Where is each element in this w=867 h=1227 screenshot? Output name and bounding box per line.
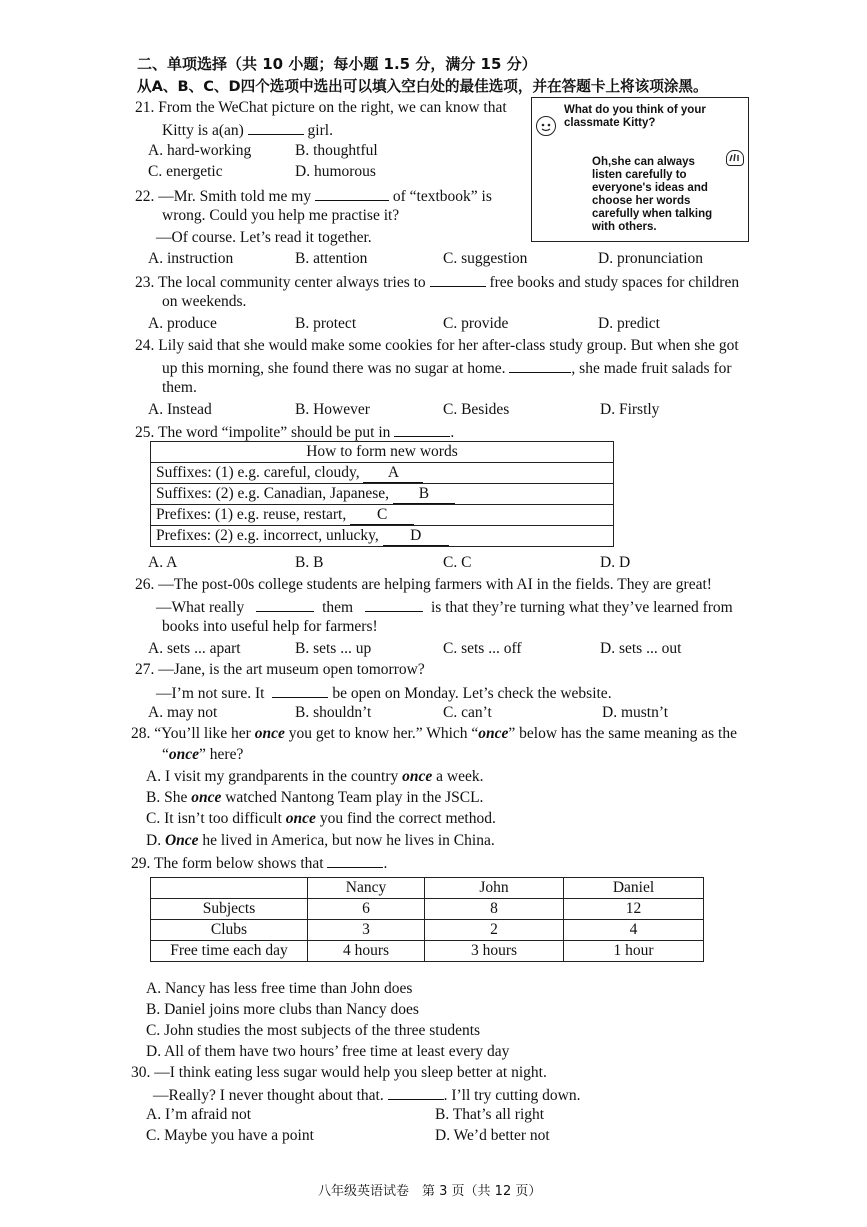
- word-formation-row: Prefixes: (2) e.g. incorrect, unlucky, D: [151, 526, 614, 547]
- q25-option-b[interactable]: B. B: [295, 554, 324, 571]
- table-cell: Free time each day: [151, 941, 308, 962]
- q27-stem-line2: —I’m not sure. It be open on Monday. Let’s check the website.: [156, 685, 612, 702]
- section-instruction: 从A、B、C、D四个选项中选出可以填入空白处的最佳选项，并在答题卡上将该项涂黑。: [137, 78, 708, 95]
- table-cell: 3 hours: [425, 941, 564, 962]
- q22-option-d[interactable]: D. pronunciation: [598, 250, 704, 267]
- word-formation-row: Suffixes: (2) e.g. Canadian, Japanese, B: [151, 484, 614, 505]
- q27-option-d[interactable]: D. mustn’t: [602, 704, 669, 721]
- q26-stem-line1: 26. —The post-00s college students are helping farmers with AI in the fields. They are great!: [135, 576, 712, 593]
- q25-option-a[interactable]: A. A: [148, 554, 178, 571]
- word-formation-table: [150, 441, 614, 547]
- page-footer: 八年级英语试卷 第 3 页（共 12 页）: [318, 1184, 542, 1199]
- q22-option-b[interactable]: B. attention: [295, 250, 368, 267]
- table-row: [151, 941, 704, 962]
- wechat-question: What do you think of your classmate Kitty?: [564, 104, 706, 129]
- q26-option-c[interactable]: C. sets ... off: [443, 640, 522, 657]
- word-formation-row: Prefixes: (1) e.g. reuse, restart, C: [151, 505, 614, 526]
- table-header-cell: John: [425, 878, 564, 899]
- q21-option-a[interactable]: A. hard-working: [148, 142, 252, 159]
- table-cell: 1 hour: [564, 941, 704, 962]
- q29-option-b[interactable]: B. Daniel joins more clubs than Nancy does: [146, 1001, 419, 1018]
- q26-option-a[interactable]: A. sets ... apart: [148, 640, 241, 657]
- q24-option-c[interactable]: C. Besides: [443, 401, 510, 418]
- q30-option-d[interactable]: D. We’d better not: [435, 1127, 550, 1144]
- q29-option-d[interactable]: D. All of them have two hours’ free time at least every day: [146, 1043, 510, 1060]
- q24-stem-line2: up this morning, she found there was no sugar at home. , she made fruit salads for: [162, 360, 732, 377]
- q23-stem-line1: 23. The local community center always tries to free books and study spaces for children: [135, 274, 740, 291]
- q28-option-b[interactable]: B. She once watched Nantong Team play in the JSCL.: [146, 789, 484, 806]
- q25-option-c[interactable]: C. C: [443, 554, 472, 571]
- word-formation-row: Suffixes: (1) e.g. careful, cloudy, A: [151, 463, 614, 484]
- table-cell: 8: [425, 899, 564, 920]
- table-cell: 3: [308, 920, 425, 941]
- q26-stem-line2: —What really them is that they’re turning what they’ve learned from: [156, 599, 733, 616]
- table-row: [151, 920, 704, 941]
- q21-option-b[interactable]: B. thoughtful: [295, 142, 378, 159]
- q26-stem-line3: books into useful help for farmers!: [162, 618, 378, 635]
- q21-option-d[interactable]: D. humorous: [295, 163, 376, 180]
- q24-option-d[interactable]: D. Firstly: [600, 401, 660, 418]
- q26-option-d[interactable]: D. sets ... out: [600, 640, 682, 657]
- q24-stem-line1: 24. Lily said that she would make some cookies for her after-class study group. But when she got: [135, 337, 739, 354]
- table-header-cell: Nancy: [308, 878, 425, 899]
- q23-option-c[interactable]: C. provide: [443, 315, 509, 332]
- q30-option-b[interactable]: B. That’s all right: [435, 1106, 545, 1123]
- table-row: [151, 899, 704, 920]
- table-cell: 4 hours: [308, 941, 425, 962]
- q21-stem-line1: 21. From the WeChat picture on the right, we can know that: [135, 99, 507, 116]
- table-cell: Clubs: [151, 920, 308, 941]
- q30-option-a[interactable]: A. I’m afraid not: [146, 1106, 252, 1123]
- q21-option-c[interactable]: C. energetic: [148, 163, 223, 180]
- reply-avatar-icon: [726, 150, 744, 166]
- q29-option-a[interactable]: A. Nancy has less free time than John does: [146, 980, 413, 997]
- q30-stem-line2: —Really? I never thought about that. . I’ll try cutting down.: [153, 1087, 581, 1104]
- q24-stem-line3: them.: [162, 379, 197, 396]
- wechat-picture: [531, 97, 749, 242]
- q26-option-b[interactable]: B. sets ... up: [295, 640, 372, 657]
- q21-stem-line2: Kitty is a(an) girl.: [162, 122, 333, 139]
- q30-option-c[interactable]: C. Maybe you have a point: [146, 1127, 314, 1144]
- q30-stem-line1: 30. —I think eating less sugar would help you sleep better at night.: [131, 1064, 547, 1081]
- q27-option-a[interactable]: A. may not: [148, 704, 218, 721]
- q28-option-d[interactable]: D. Once he lived in America, but now he lives in China.: [146, 832, 495, 849]
- q28-stem-line1: 28. “You’ll like her once you get to know her.” Which “once” below has the same meaning as the: [131, 725, 737, 742]
- q23-stem-line2: on weekends.: [162, 293, 247, 310]
- section-title: 二、单项选择（共 10 小题；每小题 1.5 分，满分 15 分）: [137, 55, 537, 73]
- q24-option-a[interactable]: A. Instead: [148, 401, 212, 418]
- q22-option-a[interactable]: A. instruction: [148, 250, 234, 267]
- q23-option-d[interactable]: D. predict: [598, 315, 660, 332]
- table-cell: 2: [425, 920, 564, 941]
- avatar-icon: [536, 116, 556, 136]
- q23-option-a[interactable]: A. produce: [148, 315, 217, 332]
- word-formation-table-title: How to form new words: [151, 442, 614, 463]
- q25-option-d[interactable]: D. D: [600, 554, 631, 571]
- q29-option-c[interactable]: C. John studies the most subjects of the three students: [146, 1022, 481, 1039]
- q28-stem-line2: “once” here?: [162, 746, 244, 763]
- q27-option-c[interactable]: C. can’t: [443, 704, 492, 721]
- table-cell: 12: [564, 899, 704, 920]
- table-cell: Subjects: [151, 899, 308, 920]
- q24-option-b[interactable]: B. However: [295, 401, 370, 418]
- wechat-answer: Oh,she can always listen carefully to everyone's ideas and choose her words carefully when talking with others.: [592, 156, 713, 233]
- q25-stem: 25. The word “impolite” should be put in .: [135, 424, 455, 441]
- q22-stem-line3: —Of course. Let’s read it together.: [156, 229, 372, 246]
- q22-stem-line2: wrong. Could you help me practise it?: [162, 207, 400, 224]
- q23-option-b[interactable]: B. protect: [295, 315, 357, 332]
- q22-stem-line1: 22. —Mr. Smith told me my of “textbook” is: [135, 188, 492, 205]
- table-header-cell: Daniel: [564, 878, 704, 899]
- students-form-table: [150, 877, 704, 962]
- q27-stem-line1: 27. —Jane, is the art museum open tomorrow?: [135, 661, 425, 678]
- table-header-cell: [151, 878, 308, 899]
- table-cell: 6: [308, 899, 425, 920]
- q29-stem: 29. The form below shows that .: [131, 855, 388, 872]
- q28-option-a[interactable]: A. I visit my grandparents in the country once a week.: [146, 768, 484, 785]
- q22-option-c[interactable]: C. suggestion: [443, 250, 528, 267]
- table-cell: 4: [564, 920, 704, 941]
- q27-option-b[interactable]: B. shouldn’t: [295, 704, 372, 721]
- q28-option-c[interactable]: C. It isn’t too difficult once you find the correct method.: [146, 810, 496, 827]
